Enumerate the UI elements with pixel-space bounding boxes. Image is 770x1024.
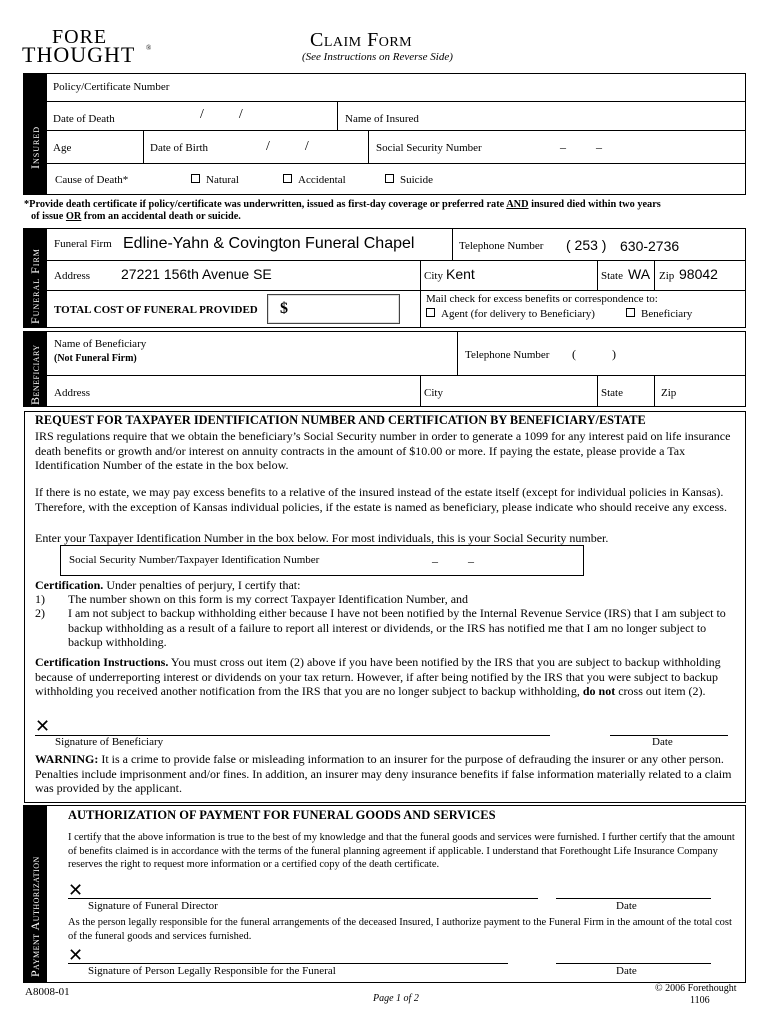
date-of-death-slashes: / / (200, 107, 243, 122)
director-date-label: Date (616, 900, 637, 912)
certification-line (35, 578, 740, 593)
form-code: A8008-01 (25, 986, 70, 998)
warning-text (35, 752, 740, 796)
natural-label: Natural (206, 174, 239, 186)
copyright: © 2006 Forethought (655, 983, 737, 994)
tin-heading: REQUEST FOR TAXPAYER IDENTIFICATION NUMBER AND CERTIFICATION BY BENEFICIARY/ESTATE (35, 413, 646, 427)
warning-label: WARNING: (35, 752, 99, 766)
form-subtitle: (See Instructions on Reverse Side) (302, 51, 453, 63)
insured-sidebar (23, 73, 46, 195)
age-label: Age (53, 142, 72, 154)
cert-item-2-num: 2) (35, 606, 45, 620)
tin-para-2: If there is no estate, we may pay excess benefits to a relative of the insured instead of the estate itself (except for individual policies in Kansas). Therefore, with the exception of Kansas individual policies, if the estate is named as beneficiary, please indicate who should receive any excess. (35, 485, 727, 514)
warning-body: It is a crime to provide false or misleading information to an insurer for the purpose of defrauding the insurer or any other person. Penalties include imprisonment and/or fines. In addition, an insurer may deny insurance benefits if false information materially related to a claim was provided by the applicant. (35, 752, 732, 795)
cause-suicide-option[interactable] (385, 174, 433, 186)
ff-address-value[interactable]: 27221 156th Avenue SE (121, 266, 272, 282)
payment-auth-para-1: I certify that the above information is true to the best of my knowledge and that the funeral goods and services were furnished. I further certify that the amount of benefits claimed is in accordance with the terms of the funeral planning agreement if applicable. I understand that Forethought Life Insurance Company reserves the right to request more information or a certified copy of the death certificate. (68, 832, 735, 870)
suicide-checkbox[interactable] (385, 174, 394, 183)
ff-state-label: State (601, 270, 623, 282)
payment-auth-para-2: As the person legally responsible for the funeral arrangements of the deceased Insured, I authorize payment to the Funeral Firm in the amount of the total cost of the funeral goods and services furnished. (68, 917, 732, 942)
form-revision-code: 1106 (690, 995, 710, 1006)
beneficiary-date-label: Date (652, 736, 673, 748)
ssn-tin-input[interactable] (60, 545, 584, 576)
total-cost-label: TOTAL COST OF FUNERAL PROVIDED (54, 304, 258, 316)
funeral-firm-section-label: Funeral Firm (28, 248, 42, 324)
registered-mark: ® (146, 44, 152, 52)
ssn-tin-label: Social Security Number/Taxpayer Identification Number (69, 554, 320, 566)
ben-zip-label: Zip (661, 387, 677, 399)
cert-instructions (35, 655, 740, 699)
certification-label: Certification. (35, 578, 104, 592)
name-of-insured-label: Name of Insured (345, 113, 419, 125)
payment-auth-heading: AUTHORIZATION OF PAYMENT FOR FUNERAL GOODS AND SERVICES (68, 808, 496, 822)
responsible-date-line[interactable] (556, 963, 711, 964)
total-cost-input[interactable] (267, 294, 400, 324)
beneficiary-option-label: Beneficiary (641, 308, 693, 320)
ben-state-label: State (601, 387, 623, 399)
beneficiary-signature-label: Signature of Beneficiary (55, 736, 164, 748)
ssn-label: Social Security Number (376, 142, 482, 154)
cert-item-1-num: 1) (35, 592, 45, 606)
ff-zip-value[interactable]: 98042 (679, 266, 718, 282)
ff-city-label: City (424, 270, 443, 282)
funeral-firm-sidebar (23, 228, 46, 328)
funeral-firm-value[interactable]: Edline-Yahn & Covington Funeral Chapel (123, 235, 415, 252)
director-signature-line[interactable] (68, 898, 538, 899)
beneficiary-name-label: Name of Beneficiary (54, 338, 147, 350)
ben-telephone-label: Telephone Number (465, 349, 550, 361)
tin-para-1: IRS regulations require that we obtain the beneficiary’s Social Security number in order to generate a 1099 for any interest paid on life insurance death benefits or growth and/or interest on annuity contracts in the amount of $10.00 or more. If paying the estate, please provide a Tax Identification Number of the estate in the box below. (35, 429, 731, 472)
director-signature-label: Signature of Funeral Director (88, 900, 218, 912)
agent-checkbox[interactable] (426, 308, 435, 317)
director-sign-x-icon: ✕ (68, 880, 84, 901)
cause-of-death-label: Cause of Death* (55, 174, 129, 186)
agent-label: Agent (for delivery to Beneficiary) (441, 308, 595, 320)
beneficiary-section-label: Beneficiary (28, 344, 42, 405)
ff-state-value[interactable]: WA (628, 266, 651, 282)
form-title: Claim Form (310, 29, 413, 51)
forethought-logo (22, 26, 157, 66)
beneficiary-checkbox[interactable] (626, 308, 635, 317)
mail-check-label: Mail check for excess benefits or correspondence to: (426, 293, 658, 305)
dollar-sign: $ (280, 300, 288, 317)
ff-city-value[interactable]: Kent (446, 266, 475, 282)
cert-instructions-label: Certification Instructions. (35, 655, 169, 669)
insured-section-label: Insured (28, 126, 42, 169)
ff-zip-label: Zip (659, 270, 675, 282)
accidental-checkbox[interactable] (283, 174, 292, 183)
logo-line-1: FORE (52, 26, 108, 48)
logo-line-2: THOUGHT (22, 42, 136, 67)
cause-accidental-option[interactable] (283, 174, 346, 186)
accidental-label: Accidental (298, 174, 346, 186)
date-of-birth-label: Date of Birth (150, 142, 209, 154)
ff-telephone-number[interactable]: 630-2736 (620, 238, 680, 254)
date-of-death-label: Date of Death (53, 113, 115, 125)
payment-auth-section-label: Payment Authorization (28, 856, 42, 977)
ff-telephone-label: Telephone Number (459, 240, 544, 252)
ff-address-label: Address (54, 270, 91, 282)
suicide-label: Suicide (400, 174, 433, 186)
director-date-line[interactable] (556, 898, 711, 899)
mail-beneficiary-option[interactable] (626, 308, 692, 320)
footnote-line-1: *Provide death certificate if policy/certificate was underwritten, issued as first-day coverage or preferred rate AND insured died within two years (24, 199, 661, 210)
responsible-signature-line[interactable] (68, 963, 508, 964)
funeral-firm-label: Funeral Firm (54, 238, 112, 250)
certification-intro: Under penalties of perjury, I certify that: (106, 578, 301, 592)
ssn-tin-dashes: – – (432, 554, 474, 568)
policy-number-label: Policy/Certificate Number (53, 81, 170, 93)
responsible-signature-label: Signature of Person Legally Responsible for the Funeral (88, 965, 336, 977)
page-number: Page 1 of 2 (373, 993, 419, 1004)
beneficiary-name-note: (Not Funeral Firm) (54, 353, 137, 364)
ben-address-label: Address (54, 387, 91, 399)
date-of-birth-slashes: / / (266, 139, 309, 154)
cause-natural-option[interactable] (191, 174, 239, 186)
cert-instructions-do-not: do not (582, 684, 616, 698)
beneficiary-box (46, 331, 746, 407)
responsible-date-label: Date (616, 965, 637, 977)
payment-auth-sidebar (23, 805, 46, 983)
beneficiary-sign-x-icon: ✕ (35, 716, 51, 737)
cert-item-2-text: I am not subject to backup withholding either because I have not been notified by the Internal Revenue Service (IRS) that I am subject to backup withholding as a result of a failure to report all interest or dividends, or the IRS has notified me that I am no longer subject to backup withholding. (68, 606, 726, 649)
tin-para-3: Enter your Taxpayer Identification Number in the box below. For most individuals, this is your Social Security number. (35, 531, 609, 545)
ben-telephone-parens[interactable]: ( ) (572, 347, 616, 361)
footnote-line-2: of issue OR from an accidental death or suicide. (31, 211, 241, 222)
ssn-dashes: – – (560, 140, 602, 154)
responsible-sign-x-icon: ✕ (68, 945, 84, 966)
cert-instructions-text: You must cross out item (2) above if you have been notified by the IRS that you are subject to backup withholding because of underreporting interest or dividends on your tax return. However, if after being notified by the IRS that you were subject to backup withholding you received another notification from the IRS that you are no longer subject to backup withholding, (35, 655, 721, 698)
mail-agent-option[interactable] (426, 308, 595, 320)
beneficiary-sidebar (23, 331, 46, 407)
natural-checkbox[interactable] (191, 174, 200, 183)
ff-telephone-area[interactable]: ( 253 ) (566, 237, 607, 253)
ben-city-label: City (424, 387, 443, 399)
cert-item-1-text: The number shown on this form is my correct Taxpayer Identification Number, and (68, 592, 469, 606)
cert-instructions-end: cross out item (2). (618, 684, 706, 698)
